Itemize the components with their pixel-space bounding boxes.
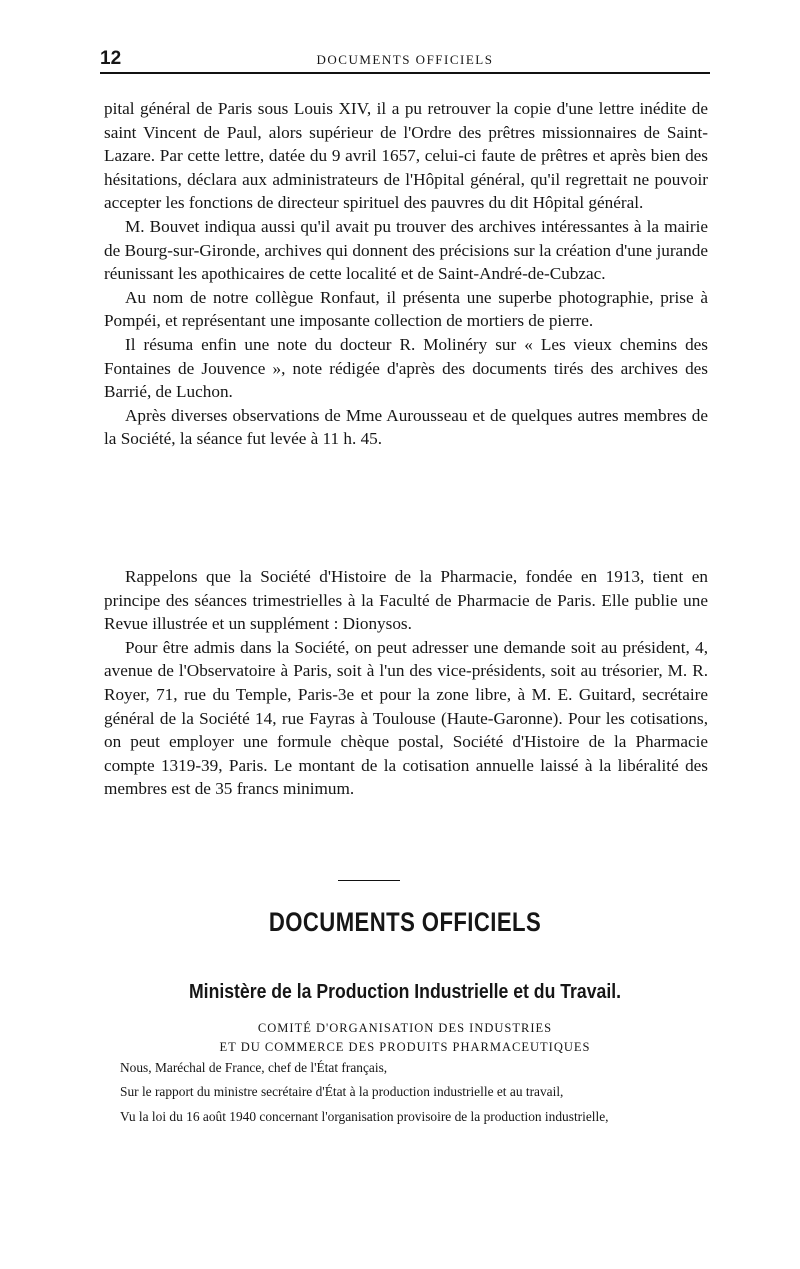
ministry-heading: Ministère de la Production Industrielle et du Travail. xyxy=(188,980,622,1003)
paragraph-2: M. Bouvet indiqua aussi qu'il avait pu trouver des archives intéressantes à la mairie de Bourg-sur-Gironde, archives qui donnent des précisions sur la création d'une jurande réunissant les apothicaires de cette localité et de Saint-André-de-Cubzac. xyxy=(104,216,708,284)
committee-line-1: COMITÉ D'ORGANISATION DES INDUSTRIES xyxy=(257,1021,553,1035)
paragraph-4: Il résuma enfin une note du docteur R. Molinéry sur « Les vieux chemins des Fontaines de Jouvence », note rédigée d'après des documents tirés des archives des Barrié, de Luchon. xyxy=(104,334,708,402)
society-notice xyxy=(104,565,708,801)
paragraph-7: Pour être admis dans la Société, on peut adresser une demande soit au président, 4, avenue de l'Observatoire à Paris, soit à l'un des vice-présidents, soit au trésorier, M. R. Royer, 71, rue du Temple, Paris-3e et pour la zone libre, à M. E. Guitard, secrétaire général de la Société 14, rue Fayras à Toulouse (Haute-Garonne). Pour les cotisations, on peut employer une formule chèque postal, Société d'Histoire de la Pharmacie compte 1319-39, Paris. Le montant de la cotisation annuelle laissé à la libéralité des membres est de 35 francs minimum. xyxy=(104,637,708,799)
section-title: DOCUMENTS OFFICIELS xyxy=(268,907,542,937)
decree-line-1: Nous, Maréchal de France, chef de l'État français, xyxy=(120,1060,388,1075)
section-divider xyxy=(338,880,400,881)
paragraph-6: Rappelons que la Société d'Histoire de la Pharmacie, fondée en 1913, tient en principe des séances trimestrielles à la Faculté de Pharmacie de Paris. Elle publie une Revue illustrée et un supplément : Dionysos. xyxy=(104,567,708,634)
header-rule xyxy=(100,72,710,74)
minutes-text xyxy=(104,97,708,451)
running-header xyxy=(100,48,710,74)
committee-heading xyxy=(100,1019,710,1057)
committee-line-2: ET DU COMMERCE DES PRODUITS PHARMACEUTIQUES xyxy=(219,1040,591,1054)
decree-line-2: Sur le rapport du ministre secrétaire d'État à la production industrielle et au travail, xyxy=(120,1084,564,1100)
decree-line-3: Vu la loi du 16 août 1940 concernant l'organisation provisoire de la production industrielle, xyxy=(120,1108,609,1124)
paragraph-1: pital général de Paris sous Louis XIV, il a pu retrouver la copie d'une lettre inédite de saint Vincent de Paul, alors supérieur de l'Ordre des prêtres missionnaires de Saint-Lazare. Par cette lettre, datée du 9 avril 1657, celui-ci faute de prêtres et après bien des hésitations, déclara aux administrateurs de l'Hôpital général, qu'il regrettait ne pouvoir accepter les fonctions de directeur spirituel des pauvres du dit Hôpital général. xyxy=(104,99,708,213)
paragraph-3: Au nom de notre collègue Ronfaut, il présenta une superbe photographie, prise à Pompéi, et représentant une imposante collection de mortiers de pierre. xyxy=(104,287,708,331)
running-title: DOCUMENTS OFFICIELS xyxy=(316,52,494,67)
decree-text xyxy=(110,1059,710,1132)
paragraph-5: Après diverses observations de Mme Aurousseau et de quelques autres membres de la Société, la séance fut levée à 11 h. 45. xyxy=(104,405,708,449)
page-number: 12 xyxy=(100,48,122,69)
